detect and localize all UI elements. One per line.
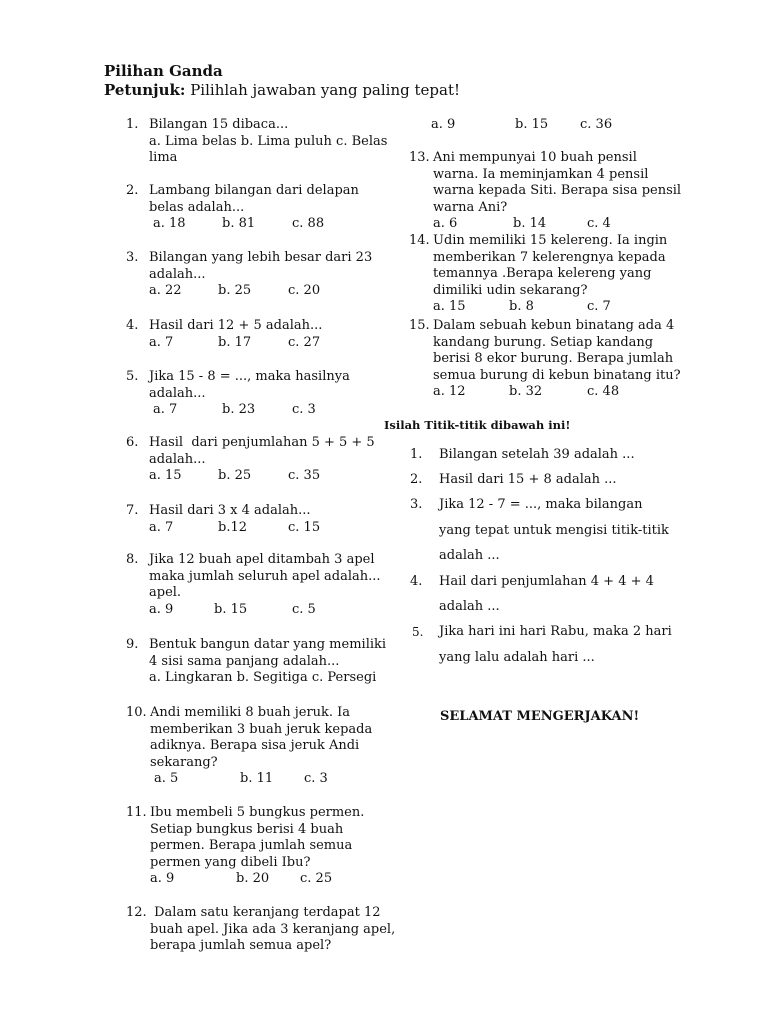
question-text-line: maka jumlah seluruh apel adalah... — [149, 568, 381, 584]
question-5 — [126, 369, 396, 419]
question-15 — [409, 233, 679, 316]
fill-in-heading: Isilah Titik-titik dibawah ini! — [384, 418, 571, 432]
fill-in-text: Jika hari ini hari Rabu, maka 2 hari — [439, 624, 672, 639]
fill-in-text: Bilangan setelah 39 adalah ... — [439, 447, 635, 462]
answer-options — [149, 335, 396, 352]
question-text-line: Setiap bungkus berisi 4 buah — [150, 821, 344, 837]
closing-text: SELAMAT MENGERJAKAN! — [440, 709, 640, 724]
question-text-line: permen yang dibeli Ibu? — [150, 854, 311, 870]
answer-option[interactable]: a. 15 — [149, 468, 182, 483]
question-text-line: apel. — [149, 585, 182, 600]
fill-in-text: yang tepat untuk mengisi titik-titik — [439, 523, 669, 538]
question-number: 7. — [126, 503, 139, 518]
answer-option[interactable]: a. 5 — [154, 771, 179, 786]
question-text-line: Udin memiliki 15 kelereng. Ia ingin — [433, 233, 668, 248]
answer-options — [149, 402, 396, 419]
answer-option[interactable]: b. 8 — [509, 299, 534, 314]
question-text-line: Hasil dari 12 + 5 adalah... — [149, 318, 323, 333]
answer-options — [149, 216, 396, 233]
question-text-line: memberikan 3 buah jeruk kepada — [150, 721, 373, 737]
question-text-line: permen. Berapa jumlah semua — [150, 838, 353, 853]
question-text-line: Lambang bilangan dari delapan — [149, 183, 359, 198]
question-text-line: Dalam satu keranjang terdapat 12 — [150, 905, 381, 920]
question-number: 6. — [126, 435, 139, 450]
question-number: 3. — [126, 250, 139, 265]
answer-option[interactable]: b. 32 — [509, 384, 543, 399]
question-text-line: dimiliki udin sekarang? — [433, 282, 588, 298]
question-number: 12. — [126, 905, 147, 920]
answer-options — [149, 602, 396, 619]
answer-option[interactable]: c. 3 — [292, 402, 316, 417]
section-title: Pilihan Ganda — [104, 62, 223, 80]
question-7 — [126, 503, 396, 536]
fill-in-text: Hasil dari 15 + 8 adalah ... — [439, 472, 617, 487]
answer-option[interactable]: b. 23 — [222, 402, 256, 417]
instructions — [104, 81, 460, 100]
question-14 — [409, 150, 682, 233]
question-text-line: Bentuk bangun datar yang memiliki — [149, 637, 387, 652]
answer-option[interactable]: b. 20 — [236, 871, 270, 886]
question-text-line: warna Ani? — [433, 199, 508, 215]
question-1 — [126, 117, 396, 167]
answer-option[interactable]: a. 9 — [150, 871, 175, 886]
question-number: 15. — [409, 318, 430, 333]
answer-option[interactable]: a. 9 — [149, 601, 174, 617]
answer-options — [149, 468, 396, 485]
answer-option[interactable]: b. 15 — [214, 601, 248, 617]
answer-option[interactable]: a. 15 — [433, 299, 466, 314]
question-text-line: Ani mempunyai 10 buah pensil — [433, 150, 637, 165]
question-text-line: Ibu membeli 5 bungkus permen. — [150, 805, 365, 820]
question-text-line: Hasil dari 3 x 4 adalah... — [149, 503, 311, 518]
question-8 — [126, 552, 396, 618]
question-text-line: Jika 15 - 8 = ..., maka hasilnya — [149, 369, 350, 384]
answer-options — [150, 871, 396, 888]
question-text-line: belas adalah... — [149, 199, 245, 215]
fill-in-number: 5. — [412, 625, 424, 639]
instructions-text: Pilihlah jawaban yang paling tepat! — [185, 81, 460, 99]
answer-option[interactable]: b. 14 — [513, 216, 547, 231]
answer-option[interactable]: b. 25 — [218, 283, 252, 298]
fill-in-text: yang lalu adalah hari ... — [439, 650, 595, 665]
answer-option[interactable]: c. 5 — [292, 601, 316, 617]
question-text-line: kandang burung. Setiap kandang — [433, 334, 654, 350]
question-text-line: Bilangan 15 dibaca... — [149, 117, 289, 132]
question-number: 4. — [126, 318, 139, 333]
question-text-line: adalah... — [149, 266, 206, 282]
question-4 — [126, 318, 396, 351]
answer-option[interactable]: c. 25 — [300, 871, 333, 886]
question-text-line: Jika 12 buah apel ditambah 3 apel — [149, 552, 375, 567]
answer-option[interactable]: a. 12 — [433, 384, 466, 399]
question-number: 11. — [126, 805, 147, 820]
answer-option[interactable]: a. 7 — [153, 402, 178, 417]
answer-option[interactable]: a. 18 — [153, 216, 186, 231]
fill-in-text: Jika 12 - 7 = ..., maka bilangan — [439, 497, 643, 512]
question-text-line: buah apel. Jika ada 3 keranjang apel, — [150, 921, 396, 937]
question-number: 8. — [126, 552, 139, 567]
instructions-label: Petunjuk: — [104, 81, 186, 99]
answer-option[interactable]: c. 4 — [587, 216, 611, 231]
question-6 — [126, 435, 396, 485]
question-13 — [431, 117, 701, 134]
question-number: 9. — [126, 637, 139, 652]
question-text-line: lima — [149, 150, 178, 165]
question-11 — [126, 805, 396, 888]
question-text-line: berisi 8 ekor burung. Berapa jumlah — [433, 351, 674, 366]
question-text-line: warna. Ia meminjamkan 4 pensil — [433, 166, 649, 182]
question-10 — [126, 705, 396, 788]
fill-in-text: adalah ... — [439, 599, 500, 614]
answer-options — [149, 520, 396, 537]
fill-in-text: Hail dari penjumlahan 4 + 4 + 4 — [439, 574, 654, 589]
question-number: 13. — [409, 150, 430, 165]
question-text-line: memberikan 7 kelerengnya kepada — [433, 249, 666, 265]
answer-option[interactable]: b. 15 — [515, 117, 549, 132]
answer-option[interactable]: c. 15 — [288, 519, 321, 535]
answer-option[interactable]: a. 7 — [149, 334, 174, 350]
answer-option[interactable]: a. 6 — [433, 216, 458, 231]
fill-in-number: 3. — [410, 497, 423, 512]
question-3 — [126, 250, 396, 300]
answer-options — [433, 299, 679, 316]
question-text-line: adiknya. Berapa sisa jeruk Andi — [150, 738, 360, 753]
question-text-line: warna kepada Siti. Berapa sisa pensil — [433, 183, 682, 198]
answer-option[interactable]: a. 22 — [149, 283, 182, 298]
question-text-line: a. Lima belas b. Lima puluh c. Belas — [149, 133, 388, 149]
answer-options — [150, 771, 396, 788]
question-number: 10. — [126, 705, 147, 720]
fill-in-text: adalah ... — [439, 548, 500, 563]
answer-option[interactable]: b. 17 — [218, 334, 252, 350]
question-text-line: adalah... — [149, 385, 206, 401]
question-number: 14. — [409, 233, 430, 248]
question-text-line: adalah... — [149, 451, 206, 467]
answer-option[interactable]: c. 36 — [580, 117, 613, 132]
question-text-line: Bilangan yang lebih besar dari 23 — [149, 250, 373, 265]
answer-option[interactable]: b.12 — [218, 519, 247, 535]
question-9 — [126, 637, 396, 687]
fill-in-number: 1. — [410, 447, 423, 462]
answer-option[interactable]: b. 25 — [218, 468, 252, 483]
answer-option[interactable]: c. 20 — [288, 283, 321, 298]
answer-option[interactable]: c. 27 — [288, 334, 321, 350]
answer-option[interactable]: c. 88 — [292, 216, 325, 231]
answer-options — [433, 216, 679, 233]
answer-option[interactable]: b. 81 — [222, 216, 256, 231]
answer-options — [149, 283, 396, 300]
answer-option[interactable]: a. 9 — [431, 117, 456, 132]
answer-option[interactable]: c. 48 — [587, 384, 620, 399]
answer-option[interactable]: c. 35 — [288, 468, 321, 483]
question-12 — [126, 905, 396, 955]
question-text-line: a. Lingkaran b. Segitiga c. Persegi — [149, 670, 377, 685]
question-text-line: Dalam sebuah kebun binatang ada 4 — [433, 318, 675, 333]
question-text-line: Andi memiliki 8 buah jeruk. Ia — [150, 705, 351, 720]
question-text-line: berapa jumlah semua apel? — [150, 938, 332, 953]
question-number: 2. — [126, 183, 139, 198]
fill-in-number: 4. — [410, 574, 423, 589]
question-text-line: temannya .Berapa kelereng yang — [433, 266, 652, 281]
question-16 — [409, 318, 679, 401]
answer-option[interactable]: c. 7 — [587, 299, 611, 314]
question-text-line: semua burung di kebun binatang itu? — [433, 367, 681, 383]
question-number: 1. — [126, 117, 139, 132]
answer-option[interactable]: a. 7 — [149, 519, 174, 535]
question-text-line: Hasil dari penjumlahan 5 + 5 + 5 — [149, 435, 375, 450]
answer-options — [431, 117, 701, 134]
answer-option[interactable]: b. 11 — [240, 771, 274, 786]
answer-option[interactable]: c. 3 — [304, 771, 328, 786]
question-text-line: sekarang? — [150, 754, 218, 770]
answer-options — [433, 384, 679, 401]
question-text-line: 4 sisi sama panjang adalah... — [149, 653, 340, 669]
question-number: 5. — [126, 369, 139, 384]
question-2 — [126, 183, 396, 233]
fill-in-number: 2. — [410, 472, 423, 487]
